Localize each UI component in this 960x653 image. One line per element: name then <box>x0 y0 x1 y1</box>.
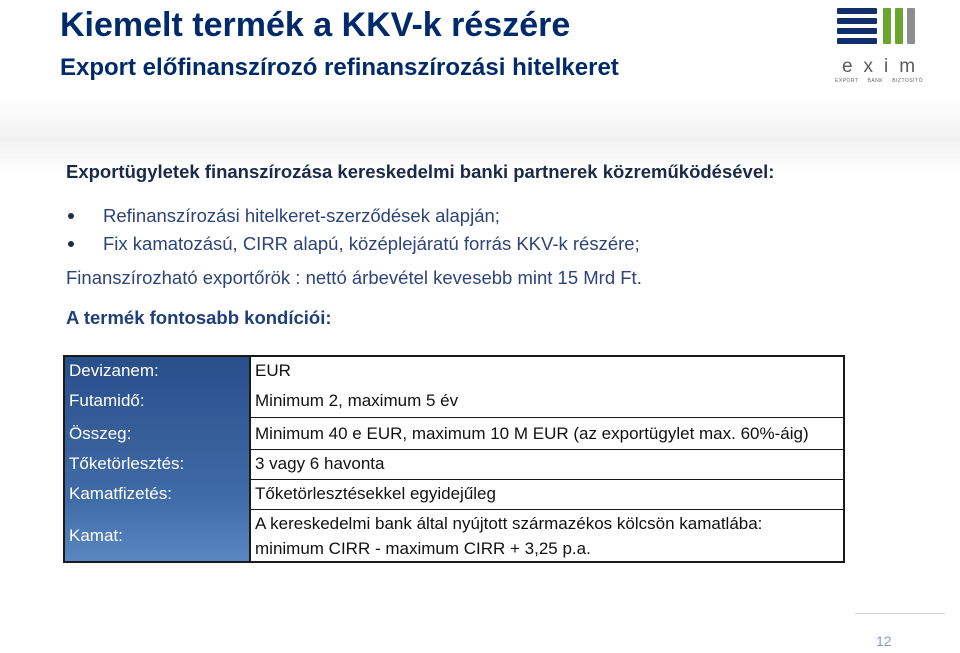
table-divider <box>251 479 843 480</box>
logo-tagline <box>835 78 923 84</box>
value-kamat-line1: A kereskedelmi bank által nyújtott származékos kölcsön kamatlába: <box>255 514 763 533</box>
footer-divider <box>855 613 945 614</box>
logo-bar-navy-3 <box>837 28 877 34</box>
logo-bar-navy-2 <box>837 18 877 24</box>
value-kamat-line2: minimum CIRR - maximum CIRR + 3,25 p.a. <box>255 539 591 558</box>
conditions-heading: A termék fontosabb kondíciói: <box>66 307 332 328</box>
conditions-table <box>63 355 845 563</box>
logo-bar-green-1 <box>883 8 891 44</box>
slide-title: Kiemelt termék a KKV-k részére <box>60 6 571 44</box>
logo-bar-green-2 <box>895 8 903 44</box>
label-futamido: Futamidő: <box>69 391 145 410</box>
value-futamido: Minimum 2, maximum 5 év <box>255 391 459 410</box>
bullet-item: Refinanszírozási hitelkeret-szerződések alapján; <box>66 202 946 230</box>
body-heading: Exportügyletek finanszírozása kereskedelmi banki partnerek közreműködésével: <box>66 161 775 182</box>
slide-body <box>66 158 946 332</box>
value-devizanem: EUR <box>255 361 291 380</box>
label-kamat: Kamat: <box>69 526 123 545</box>
label-kamatfizetes: Kamatfizetés: <box>69 484 172 503</box>
logo-wordmark: exim <box>841 56 927 77</box>
bullet-list <box>66 202 946 258</box>
table-divider <box>251 509 843 510</box>
logo-bar-gray <box>907 8 915 44</box>
table-divider <box>251 417 843 418</box>
logo-tagline-biztosito: BIZTOSÍTÓ <box>892 78 923 84</box>
logo-tagline-export: EXPORT <box>835 78 859 84</box>
exim-logo <box>833 6 927 84</box>
label-toketorlesztes: Tőketörlesztés: <box>69 454 185 473</box>
value-kamatfizetes: Tőketörlesztésekkel egyidejűleg <box>255 484 496 503</box>
page-number: 12 <box>876 633 892 649</box>
logo-tagline-bank: BANK <box>867 78 884 84</box>
label-devizanem: Devizanem: <box>69 361 159 380</box>
value-osszeg: Minimum 40 e EUR, maximum 10 M EUR (az exportügylet max. 60%-áig) <box>255 424 809 443</box>
slide-subtitle: Export előfinanszírozó refinanszírozási hitelkeret <box>60 54 619 81</box>
value-toketorlesztes: 3 vagy 6 havonta <box>255 454 385 473</box>
logo-bar-navy-1 <box>837 8 877 14</box>
eligibility-text: Finanszírozható exportőrök : nettó árbevétel kevesebb mint 15 Mrd Ft. <box>66 267 642 288</box>
bullet-item: Fix kamatozású, CIRR alapú, középlejáratú forrás KKV-k részére; <box>66 230 946 258</box>
label-osszeg: Összeg: <box>69 424 132 443</box>
logo-bar-navy-4 <box>837 38 877 44</box>
table-divider <box>251 449 843 450</box>
